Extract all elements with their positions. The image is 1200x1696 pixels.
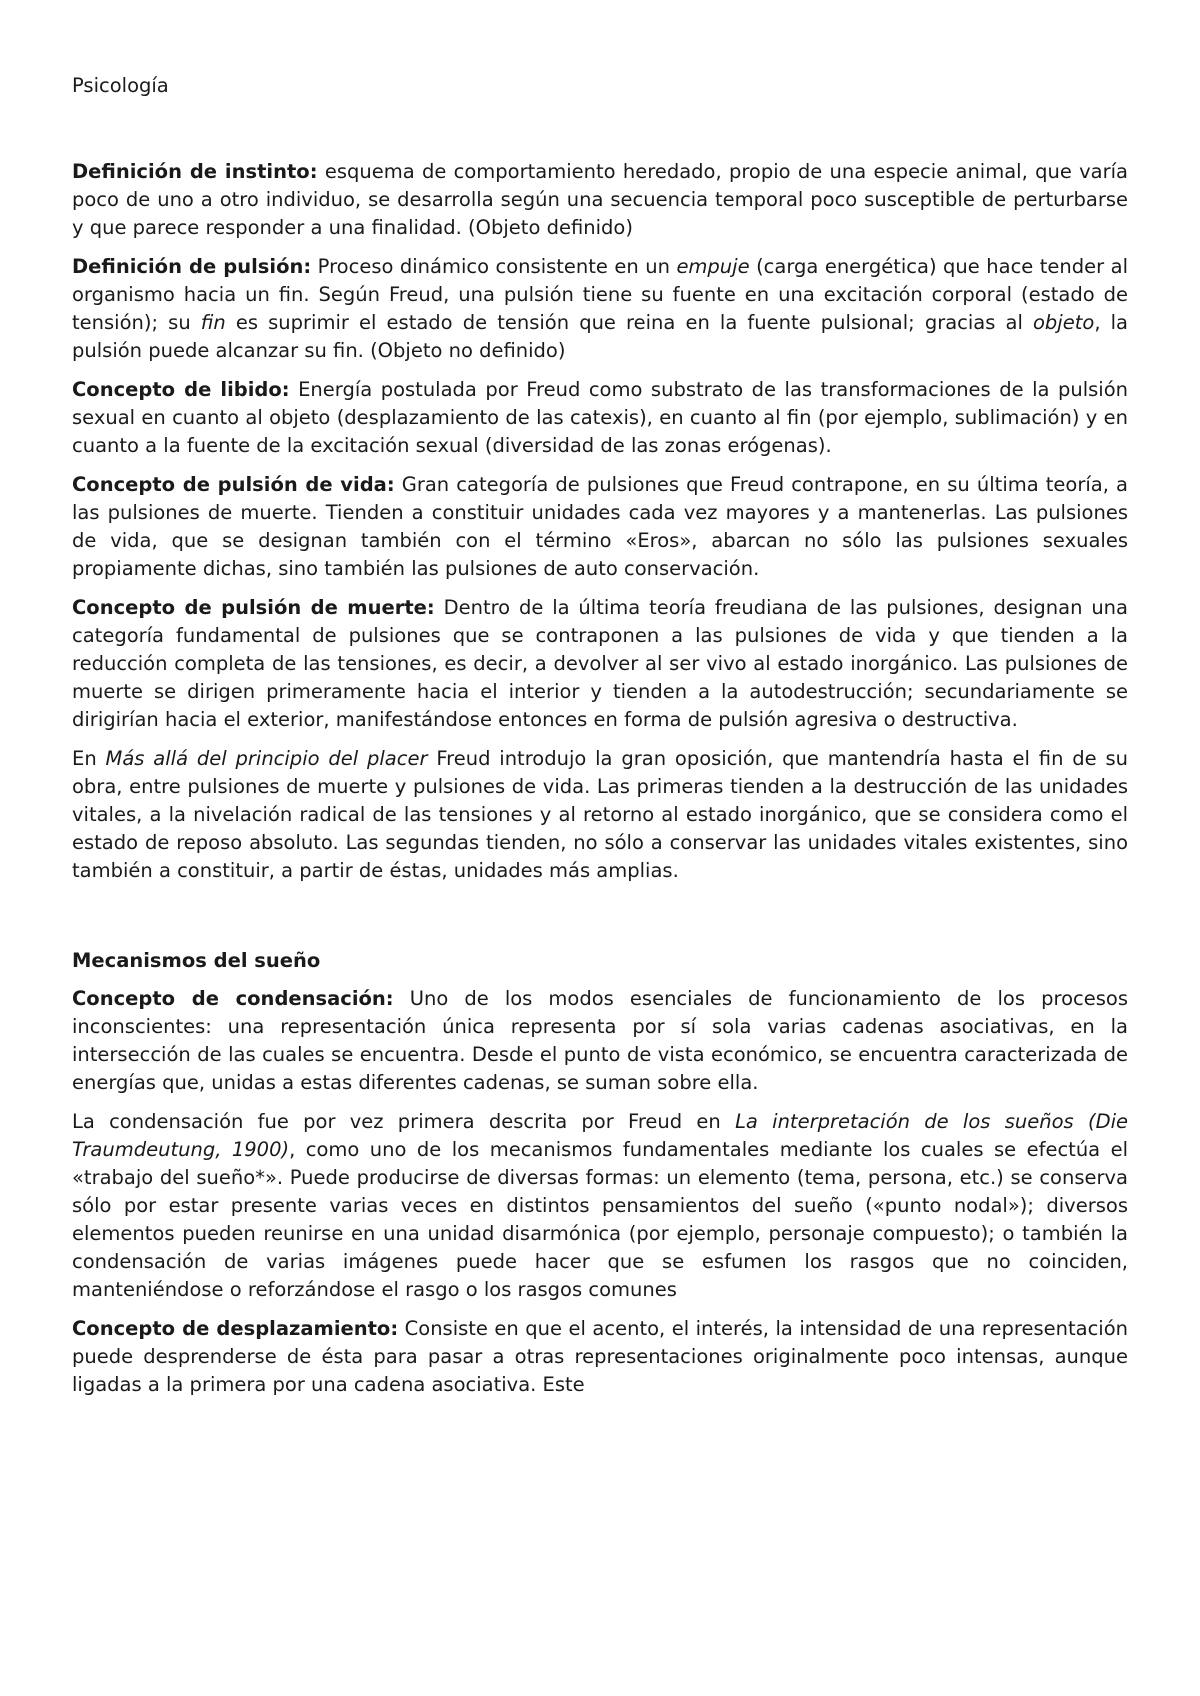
document-header: Psicología [72,74,169,97]
beyond-pleasure-paragraph [72,745,1128,885]
definition-libido [72,376,1128,460]
definition-pulsion-de-muerte [72,594,1128,734]
definition-text: Proceso dinámico consistente en un [311,255,677,278]
definition-condensacion [72,985,1128,1097]
term-label: Concepto de desplazamiento: [72,1317,399,1340]
definition-text: Energía postulada por Freud como substrato de las transformaciones de la pulsión sexual en cuanto al objeto (desplazamiento de las catexis), en cuanto al fin (por ejemplo, sublimación) y en cuanto a la fuente de la excitación sexual (diversidad de las zonas erógenas). [72,378,1128,457]
italic-term: objeto [1033,311,1095,334]
paragraph-text: Freud introdujo la gran oposición, que mantendría hasta el fin de su obra, entre pulsiones de muerte y pulsiones de vida. Las primeras tienden a la destrucción de las unidades vitales, a la nivelación radical de las tensiones y al retorno al estado inorgánico, que se considera como el estado de reposo absoluto. Las segundas tienden, no sólo a conservar las unidades vitales existentes, sino también a constituir, a partir de éstas, unidades más amplias. [72,747,1128,882]
definition-text: , la pulsión puede alcanzar su fin. (Objeto no definido) [72,311,1128,362]
definition-text: Gran categoría de pulsiones que Freud contrapone, en su última teoría, a las pulsiones de muerte. Tienden a constituir unidades cada vez mayores y a mantenerlas. Las pulsiones de vida, que se designan también con el término «Eros», abarcan no sólo las pulsiones sexuales propiamente dichas, sino también las pulsiones de auto conservación. [72,473,1128,580]
definition-text: Consiste en que el acento, el interés, la intensidad de una representación puede desprenderse de ésta para pasar a otras representaciones originalmente poco intensas, aunque ligadas a la primera por una cadena asociativa. Este [72,1317,1129,1396]
italic-term: empuje [676,255,750,278]
definition-instinto [72,158,1128,242]
term-label: Definición de pulsión: [72,255,312,278]
definition-pulsion-de-vida [72,471,1128,583]
definition-text: Dentro de la última teoría freudiana de las pulsiones, designan una categoría fundamental de pulsiones que se contraponen a las pulsiones de vida y que tienden a la reducción completa de las tensiones, es decir, a devolver al ser vivo al estado inorgánico. Las pulsiones de muerte se dirigen primeramente hacia el interior y tienden a la autodestrucción; secundariamente se dirigirían hacia el exterior, manifestándose entonces en forma de pulsión agresiva o destructiva. [72,596,1128,731]
paragraph-text: , como uno de los mecanismos fundamentales mediante los cuales se efectúa el «trabajo del sueño*». Puede producirse de diversas formas: un elemento (tema, persona, etc.) se conserva sólo por estar presente varias veces en distintos pensamientos del sueño («punto nodal»); diversos elementos pueden reunirse en una unidad disarmónica (por ejemplo, personaje compuesto); o también la condensación de varias imágenes puede hacer que se esfumen los rasgos que no coinciden, manteniéndose o reforzándose el rasgo o los rasgos comunes [72,1138,1128,1301]
definition-text: (carga energética) que hace tender al organismo hacia un fin. Según Freud, una pulsión tiene su fuente en una excitación corporal (estado de tensión); su [72,255,1128,334]
paragraph-text: La condensación fue por vez primera descrita por Freud en [72,1110,736,1133]
section-heading: Mecanismos del sueño [72,949,321,972]
term-label: Concepto de pulsión de muerte: [72,596,435,619]
paragraph-text: En [72,747,106,770]
italic-term: fin [200,311,226,334]
term-label: Concepto de pulsión de vida: [72,473,395,496]
definition-text: es suprimir el estado de tensión que reina en la fuente pulsional; gracias al [225,311,1033,334]
definition-desplazamiento [72,1315,1128,1399]
document-body [72,158,1128,1410]
term-label: Definición de instinto: [72,160,318,183]
definition-pulsion [72,253,1128,365]
term-label: Concepto de condensación: [72,987,394,1010]
term-label: Concepto de libido: [72,378,290,401]
condensation-paragraph [72,1108,1128,1304]
definition-text: Uno de los modos esenciales de funcionamiento de los procesos inconscientes: una representación única representa por sí sola varias cadenas asociativas, en la intersección de las cuales se encuentra. Desde el punto de vista económico, se encuentra caracterizada de energías que, unidas a estas diferentes cadenas, se suman sobre ella. [72,987,1128,1094]
book-title: La interpretación de los sueños (Die Traumdeutung, 1900) [72,1110,1129,1161]
book-title: Más allá del principio del placer [105,747,428,770]
definition-text: esquema de comportamiento heredado, propio de una especie animal, que varía poco de uno a otro individuo, se desarrolla según una secuencia temporal poco susceptible de perturbarse y que parece responder a una finalidad. (Objeto definido) [72,160,1129,239]
